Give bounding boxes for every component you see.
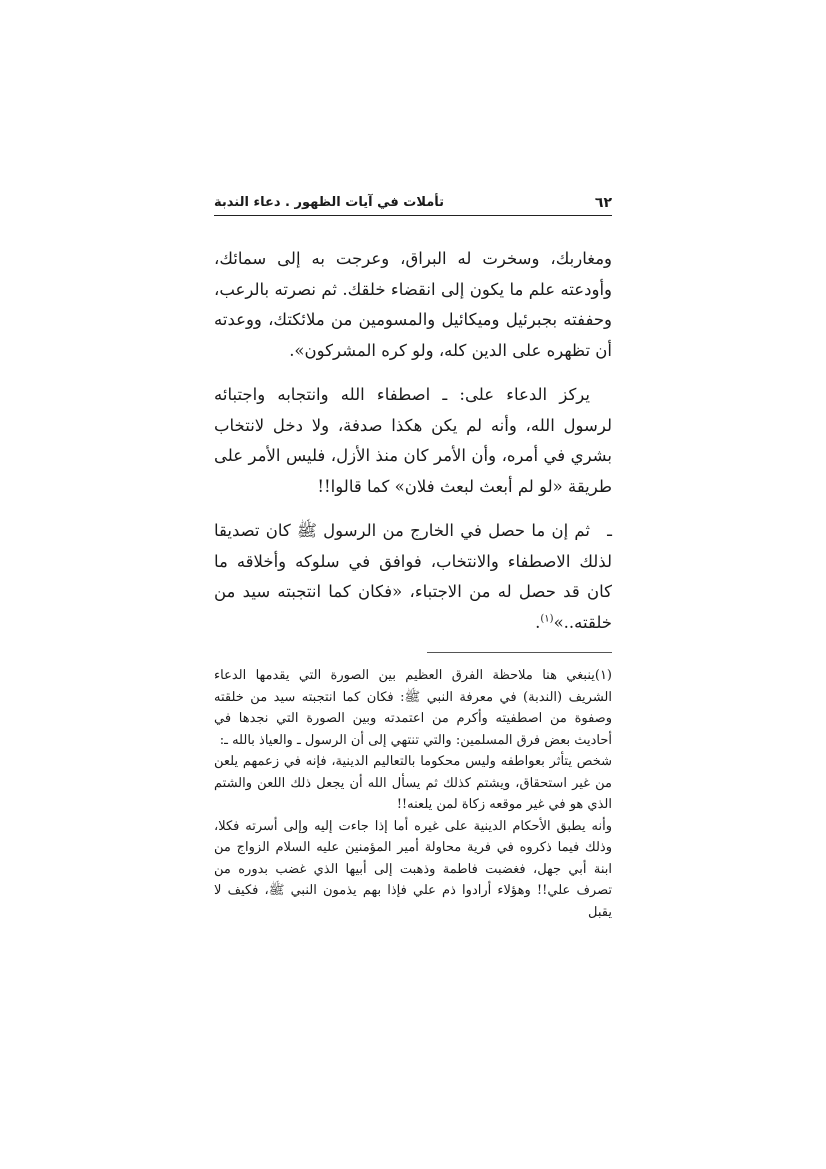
- footnote-1: (١)ينبغي هنا ملاحظة الفرق العظيم بين الصورة التي يقدمها الدعاء الشريف (الندبة) في معرفة النبي ﷺ: فكان كما انتجبته سيد من خلقته وصفوة من اصطفيته وأكرم من اعتمدته وبين الصورة التي نجدها في أحاديث بعض فرق المسلمين: والتي تنتهي إلى أن الرسول ـ والعياذ بالله ـ:: [214, 668, 612, 748]
- footnote-1-continued-a: شخص يتأثر بعواطفه وليس محكوما بالتعاليم الدينية، فإنه في زعمهم يلعن من غير استحقاق، ويشتم كذلك ثم يسأل الله أن يجعل ذلك اللعن والشتم الذي هو في غير موقعه زكاة لمن يلعنه!!: [214, 754, 612, 812]
- footnote-reference[interactable]: (١): [540, 613, 554, 624]
- book-page: [214, 188, 612, 923]
- paragraph-3: [214, 516, 612, 638]
- paragraph-3-end: .: [535, 612, 541, 632]
- paragraph-3-text: ثم إن ما حصل في الخارج من الرسول ﷺ كان تصديقا لذلك الاصطفاء والانتخاب، فوافق في سلوكه وأخلاقه ما كان قد حصل له من الاجتباء، «فكان كما انتجبته سيد من خلقته..»: [214, 521, 612, 632]
- paragraph-1: ومغاربك، وسخرت له البراق، وعرجت به إلى سمائك، وأودعته علم ما يكون إلى انقضاء خلقك. ثم نصرته بالرعب، وحففته بجبرئيل وميكائيل والمسومين من ملائكتك، ووعدته أن تظهره على الدين كله، ولو كره المشركون».: [214, 249, 612, 360]
- footnote-divider: [427, 652, 612, 653]
- running-title: تأملات في آيات الظهور . دعاء الندبة: [214, 195, 445, 210]
- bullet-dash: ـ: [607, 521, 612, 540]
- paragraph-2: يركز الدعاء على: ـ اصطفاء الله وانتجابه واجتبائه لرسول الله، وأنه لم يكن هكذا صدفة، ولا دخل لانتخاب بشري في أمره، وأن الأمر كان منذ الأزل، فليس الأمر على طريقة «لو لم أبعث لبعث فلان» كما قالوا!!: [214, 385, 612, 496]
- running-head: [214, 188, 612, 216]
- footnotes: [214, 665, 612, 923]
- footnote-1-continued-b: وأنه يطبق الأحكام الدينية على غيره أما إذا جاءت إليه وإلى أسرته فكلا، وذلك فيما ذكروه في فرية محاولة أمير المؤمنين عليه السلام الزواج من ابنة أبي جهل، فغضبت فاطمة وذهبت إلى أبيها الذي غضب بدوره من تصرف علي!! وهؤلاء أرادوا ذم علي فإذا بهم يذمون النبي ﷺ، فكيف لا يقبل: [214, 818, 612, 920]
- page-number: ٦٢: [594, 195, 612, 211]
- body-text: [214, 244, 612, 638]
